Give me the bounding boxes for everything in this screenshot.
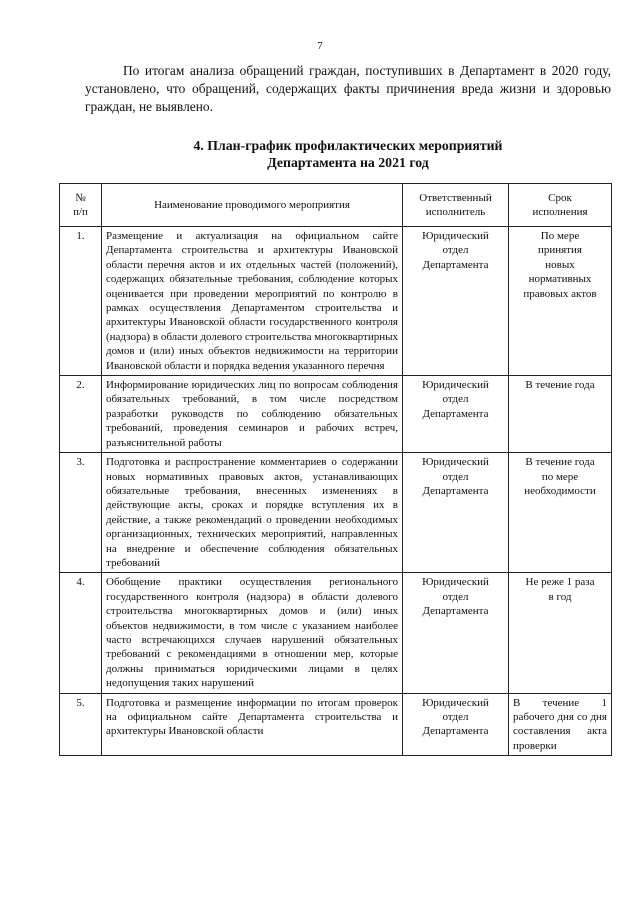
row-term: В течение года bbox=[509, 376, 612, 453]
row-name: Информирование юридических лиц по вопросам соблюдения обязательных требований, в том числе посредством разработки руководств по соблюдению обязательных требований, проведения семинаров и рабочих встреч, разъяснительной работы bbox=[102, 376, 403, 453]
row-executor: Юридический отдел Департамента bbox=[403, 573, 509, 693]
row-num: 3. bbox=[60, 453, 102, 573]
table-header-row bbox=[60, 184, 612, 227]
table-row bbox=[60, 227, 612, 376]
row-term: В течение 1 рабочего дня со дня составления акта проверки bbox=[509, 693, 612, 756]
row-num: 2. bbox=[60, 376, 102, 453]
row-num: 5. bbox=[60, 693, 102, 756]
page-number: 7 bbox=[317, 40, 323, 52]
header-term: Срок исполнения bbox=[509, 184, 612, 227]
section-title bbox=[85, 137, 611, 171]
row-executor: Юридический отдел Департамента bbox=[403, 376, 509, 453]
table-row bbox=[60, 693, 612, 756]
row-term: В течение года по мере необходимости bbox=[509, 453, 612, 573]
table-row bbox=[60, 573, 612, 693]
section-title-line-1: 4. План-график профилактических мероприятий bbox=[193, 138, 503, 153]
header-name: Наименование проводимого мероприятия bbox=[102, 184, 403, 227]
header-num: № п/п bbox=[60, 184, 102, 227]
row-name: Размещение и актуализация на официальном сайте Департамента строительства и архитектуры Ивановской области перечня актов и их отдельных частей (положений), содержащих обязательные требования, соблюдение которых оценивается при проведении мероприятий по контролю в рамках осуществления Департаментом строительства и архитектуры Ивановской области государственного контроля (надзора) в области долевого строительства многоквартирных домов и (или) иных объектов недвижимости на территории Ивановской области и порядка ведения указанного перечня bbox=[102, 227, 403, 376]
intro-paragraph: По итогам анализа обращений граждан, поступивших в Департамент в 2020 году, установлено, что обращений, содержащих факты причинения вреда жизни и здоровью граждан, не выявлено. bbox=[85, 63, 611, 114]
table-row bbox=[60, 376, 612, 453]
row-executor: Юридический отдел Департамента bbox=[403, 227, 509, 376]
table-row bbox=[60, 453, 612, 573]
row-executor: Юридический отдел Департамента bbox=[403, 693, 509, 756]
section-title-line-2: Департамента на 2021 год bbox=[267, 155, 429, 170]
row-term: Не реже 1 раза в год bbox=[509, 573, 612, 693]
row-num: 1. bbox=[60, 227, 102, 376]
row-name: Подготовка и размещение информации по итогам проверок на официальном сайте Департамента строительства и архитектуры Ивановской области bbox=[102, 693, 403, 756]
plan-schedule-table bbox=[59, 183, 612, 756]
row-executor: Юридический отдел Департамента bbox=[403, 453, 509, 573]
row-term: По мере принятия новых нормативных правовых актов bbox=[509, 227, 612, 376]
row-name: Подготовка и распространение комментариев о содержании новых нормативных правовых актов, устанавливающих обязательные требования, внесенных изменениях в действующие акты, сроках и порядке вступления их в действие, а также рекомендаций о проведении необходимых организационных, технических мероприятий, направленных на внедрение и обеспечение соблюдения обязательных требований bbox=[102, 453, 403, 573]
row-num: 4. bbox=[60, 573, 102, 693]
header-executor: Ответственный исполнитель bbox=[403, 184, 509, 227]
row-name: Обобщение практики осуществления регионального государственного контроля (надзора) в области долевого строительства многоквартирных домов и (или) иных объектов недвижимости, в том числе с указанием наиболее часто встречающихся случаев нарушений обязательных требований с рекомендациями в отношении мер, которые должны приниматься юридическими лицами в целях недопущения таких нарушений bbox=[102, 573, 403, 693]
